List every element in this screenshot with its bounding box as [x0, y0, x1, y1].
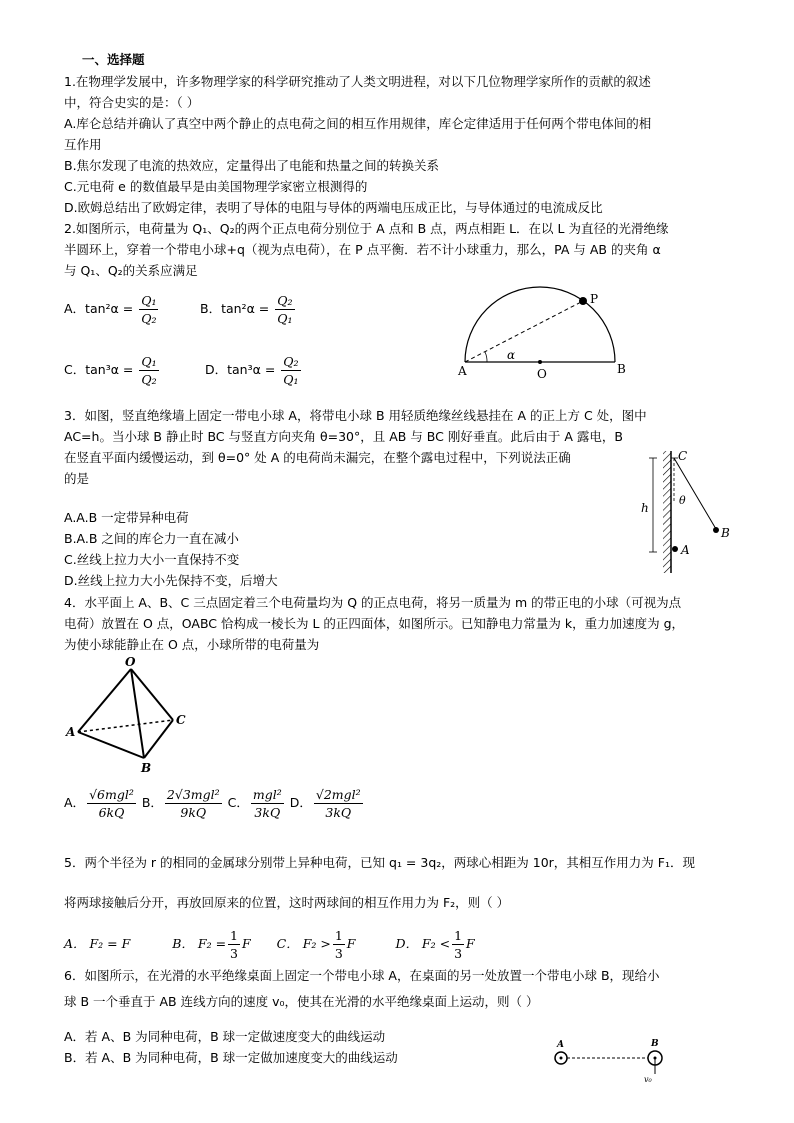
edge-ab [78, 732, 144, 758]
q4-stem-line2: 电荷）放置在 O 点，OABC 恰构成一棱长为 L 的正四面体，如图所示。已知静电力常量为 k，重力加速度为 g， [64, 616, 685, 631]
q2-option-c: C．tan³α = $\frac{\text{Q₁}}{\text{Q₂}}$ [64, 354, 157, 387]
q3-option-b: B.A.B 之间的库仑力一直在减小 [64, 531, 239, 546]
q6-stem-line2: 球 B 一个垂直于 AB 连线方向的速度 v₀，使其在光滑的水平绝缘桌面上运动，则（ ） [64, 994, 539, 1009]
label-b: B [617, 362, 626, 376]
ball-a [672, 546, 678, 552]
charge-p [579, 297, 587, 305]
label-h: h [641, 501, 649, 515]
q4-stem-line3: 为使小球能静止在 O 点，小球所带的电荷量为 [64, 637, 320, 652]
q3-stem-line3: 在竖直平面内缓慢运动，到 θ=0° 处 A 的电荷尚未漏完，在整个露电过程中，下列说法正确 [64, 450, 571, 465]
label-a: A [458, 364, 467, 378]
edge-oa [78, 669, 131, 732]
q4-options: A． $\frac{\text{√6mgl²}}{6kQ}$ B． $\frac{\text{2√3mgl²}}{9kQ}$ C． $\frac{\text{mgl²}}{3kQ}$ D． $\frac{\text{√2mgl²}}{3kQ}$ [64, 787, 361, 820]
label-a: A [557, 1040, 564, 1050]
q3-stem-line2: AC=h。当小球 B 静止时 BC 与竖直方向夹角 θ=30°，且 AB 与 BC 刚好垂直。此后由于 A 露电，B [64, 429, 623, 444]
q2-option-d: D．tan³α = $\frac{\text{Q₂}}{\text{Q₁}}$ [205, 354, 299, 387]
label-alpha: α [507, 348, 516, 362]
q6-option-b: B．若 A、B 为同种电荷，B 球一定做加速度变大的曲线运动 [64, 1050, 398, 1065]
q3-wall-figure [628, 446, 738, 578]
label-b: B [721, 526, 730, 540]
wall-hatch [663, 451, 671, 573]
q3-stem-line1: 3．如图，竖直绝缘墙上固定一带电小球 A，将带电小球 B 用轻质绝缘丝线悬挂在 A 的正上方 C 处，图中 [64, 408, 647, 423]
q2-stem-line1: 2.如图所示，电荷量为 Q₁、Q₂的两个正点电荷分别位于 A 点和 B 点，两点相距 L．在以 L 为直径的光滑绝缘 [64, 221, 669, 236]
q4-stem-line1: 4．水平面上 A、B、C 三点固定着三个电荷量均为 Q 的正点电荷，将另一质量为 m 的带正电的小球（可视为点 [64, 595, 682, 610]
label-c: C [678, 449, 688, 463]
q3-option-c: C.丝线上拉力大小一直保持不变 [64, 552, 240, 567]
label-p: P [590, 292, 599, 306]
label-theta: θ [679, 494, 686, 507]
q5-options: A． F₂ = F B． F₂ = $\frac{1}{3}$ F C． F₂ > $\frac{1}{3}$ F D． F₂ < $\frac{1}{3}$ F [64, 928, 475, 961]
label-c: C [176, 713, 186, 727]
label-b: B [141, 761, 152, 775]
q2-stem-line3: 与 Q₁、Q₂的关系应满足 [64, 263, 198, 278]
q4-tetrahedron-figure [62, 654, 192, 776]
q3-option-d: D.丝线上拉力大小先保持不变，后增大 [64, 573, 278, 588]
q1-option-a-line1: A.库仑总结并确认了真空中两个静止的点电荷之间的相互作用规律，库仑定律适用于任何两个带电体间的相 [64, 116, 652, 131]
chord-pa [465, 301, 583, 362]
q1-option-c: C.元电荷 e 的数值最早是由美国物理学家密立根测得的 [64, 179, 368, 194]
q1-option-d: D.欧姆总结出了欧姆定律，表明了导体的电阻与导体的两端电压成正比，与导体通过的电流成反比 [64, 200, 603, 215]
q1-option-a-line2: 互作用 [64, 137, 102, 152]
q1-stem-line2: 中，符合史实的是：（ ） [64, 95, 200, 110]
label-a: A [66, 725, 76, 739]
q6-stem-line1: 6．如图所示，在光滑的水平绝缘桌面上固定一个带电小球 A，在桌面的另一处放置一个带电小球 B，现给小 [64, 968, 660, 983]
q6-option-a: A．若 A、B 为同种电荷，B 球一定做速度变大的曲线运动 [64, 1029, 386, 1044]
q2-stem-line2: 半圆环上，穿着一个带电小球+q（视为点电荷），在 P 点平衡．若不计小球重力，那么，PA 与 AB 的夹角 α [64, 242, 661, 257]
q2-option-a: A．tan²α = $\frac{\text{Q₁}}{\text{Q₂}}$ [64, 293, 157, 326]
q3-option-a: A.A.B 一定带异种电荷 [64, 510, 189, 525]
q5-stem-line2: 将两球接触后分开，再放回原来的位置，这时两球间的相互作用力为 F₂，则（ ） [64, 895, 510, 910]
section-title: 一、选择题 [82, 52, 145, 67]
label-o: O [125, 655, 136, 669]
label-a: A [681, 543, 690, 557]
q1-option-b: B.焦尔发现了电流的热效应，定量得出了电能和热量之间的转换关系 [64, 158, 440, 173]
center-o [538, 360, 542, 364]
edge-bc [144, 720, 173, 758]
edge-ac [78, 720, 173, 732]
q3-stem-line4: 的是 [64, 471, 90, 486]
q2-semicircle-figure [455, 285, 635, 380]
angle-arc [485, 352, 487, 362]
label-o: O [537, 367, 547, 380]
label-v0: v₀ [644, 1075, 652, 1084]
q5-stem-line1: 5．两个半径为 r 的相同的金属球分别带上异种电荷，已知 q₁ = 3q₂，两球心相距为 10r，其相互作用力为 F₁．现 [64, 855, 695, 870]
label-b: B [651, 1039, 659, 1049]
q2-option-b: B．tan²α = $\frac{\text{Q₂}}{\text{Q₁}}$ [200, 293, 293, 326]
ball-b [713, 527, 719, 533]
q6-balls-figure [548, 1036, 678, 1086]
q1-stem-line1: 1.在物理学发展中，许多物理学家的科学研究推动了人类文明进程，对以下几位物理学家所作的贡献的叙述 [64, 74, 651, 89]
